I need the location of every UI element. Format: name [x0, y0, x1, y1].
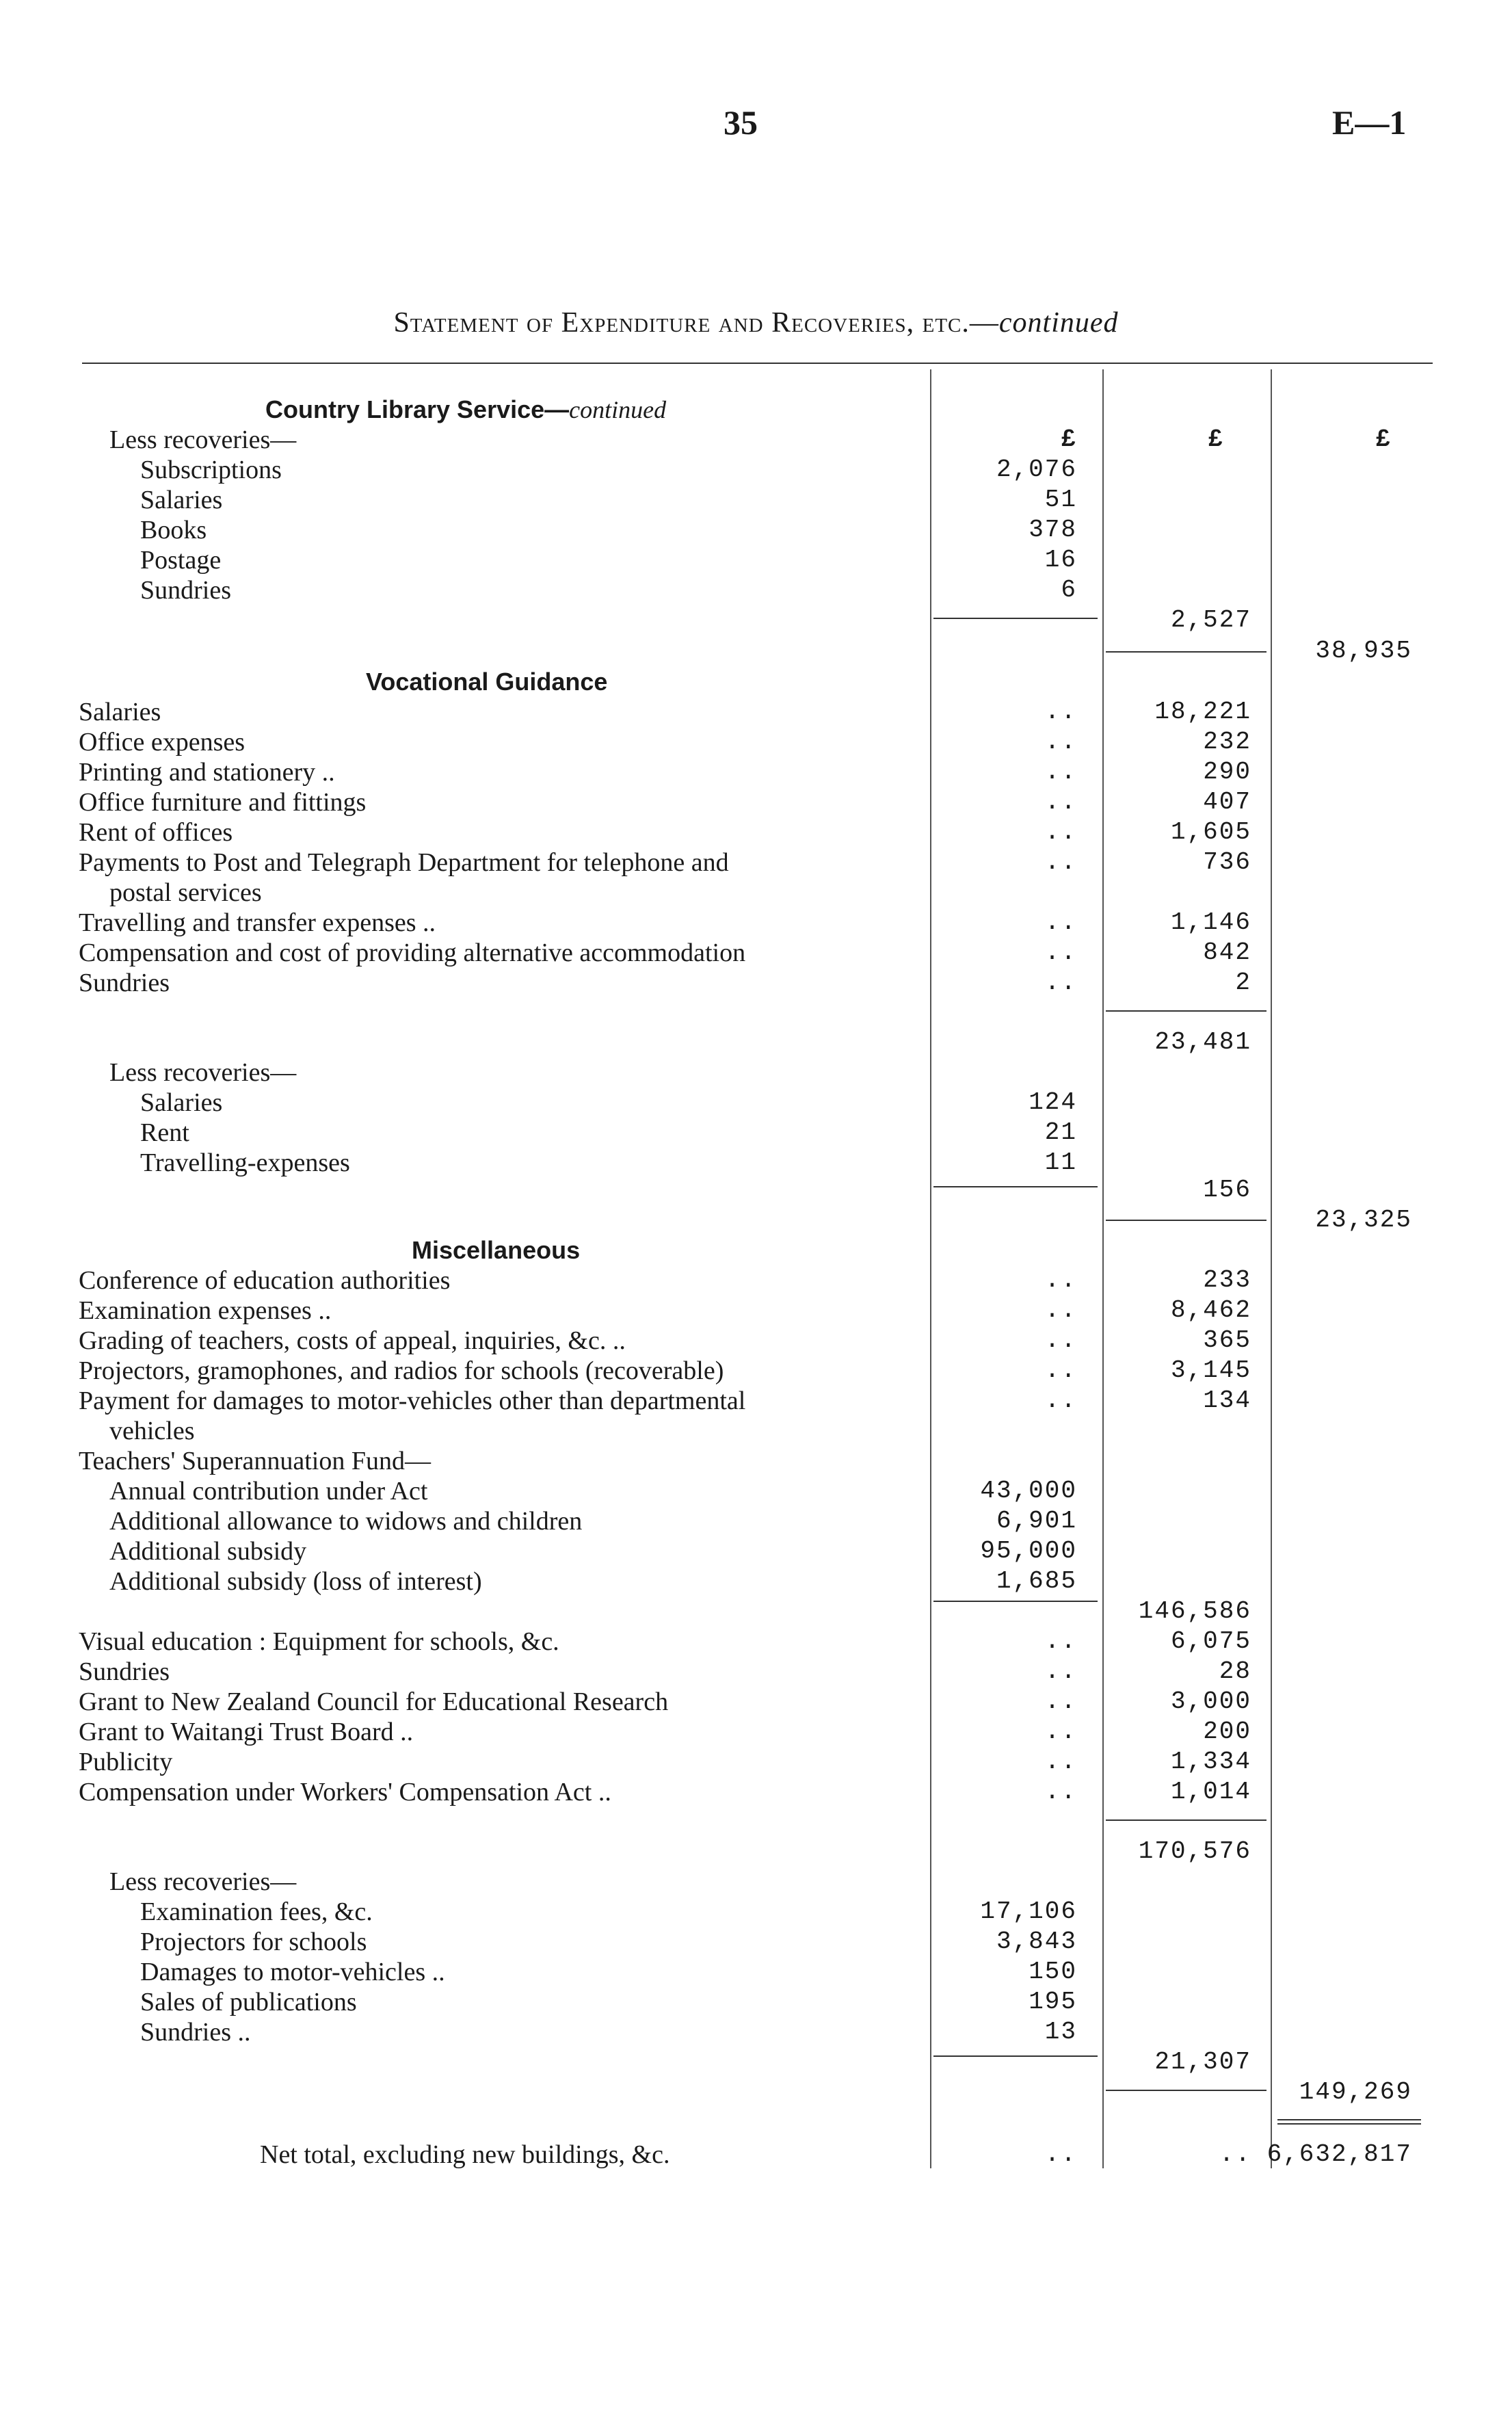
list-item — [0, 1326, 1512, 1356]
row-label: Examination expenses .. — [79, 1296, 332, 1325]
amount-cell: 18,221 — [1154, 698, 1251, 726]
amount-cell: .. — [1044, 1718, 1077, 1746]
row-label: Teachers' Superannuation Fund— — [79, 1447, 431, 1475]
row-label: Postage — [140, 546, 222, 575]
list-item — [0, 575, 1512, 605]
header-rule — [82, 363, 1433, 364]
amount-cell: 736 — [1203, 848, 1251, 876]
list-item — [0, 1536, 1512, 1566]
amount-cell: .. — [1044, 1326, 1077, 1354]
amount-cell: 1,605 — [1170, 818, 1251, 846]
amount-cell: 407 — [1203, 788, 1251, 816]
amount-cell: 232 — [1203, 728, 1251, 756]
list-item — [0, 1717, 1512, 1747]
row-label: Projectors, gramophones, and radios for schools (recoverable) — [79, 1356, 724, 1385]
row-label: Additional allowance to widows and children — [109, 1507, 583, 1536]
row-label: Less recoveries— — [109, 1058, 297, 1087]
amount-cell: 1,014 — [1170, 1778, 1251, 1806]
list-item — [0, 968, 1512, 998]
row-label: Salaries — [140, 486, 223, 514]
row-label: Additional subsidy — [109, 1537, 307, 1566]
misc-total: 170,576 — [1138, 1837, 1251, 1865]
net-total-value: 6,632,817 — [1266, 2140, 1412, 2168]
amount-cell: 95,000 — [980, 1537, 1077, 1565]
section-heading-misc — [0, 1235, 1512, 1265]
country-library-subtotal: 2,527 — [1170, 606, 1251, 634]
list-item — [0, 2017, 1512, 2047]
net-total-rule — [1277, 2123, 1421, 2125]
list-item — [0, 1296, 1512, 1326]
list-item-continuation — [0, 878, 1512, 908]
amount-cell: 233 — [1203, 1266, 1251, 1294]
list-item — [0, 545, 1512, 575]
amount-cell: 1,334 — [1170, 1748, 1251, 1776]
amount-cell: .. — [1044, 728, 1077, 756]
amount-cell: .. — [1044, 1266, 1077, 1294]
country-library-net: 38,935 — [1315, 637, 1412, 665]
net-row — [0, 636, 1512, 666]
amount-cell: 6,901 — [996, 1507, 1077, 1535]
amount-cell: .. — [1044, 848, 1077, 876]
amount-cell: .. — [1044, 969, 1077, 997]
list-item — [0, 515, 1512, 545]
amount-cell: .. — [1044, 1778, 1077, 1806]
row-label: Sundries .. — [140, 2018, 251, 2047]
list-item — [0, 787, 1512, 817]
row-label: Travelling and transfer expenses .. — [79, 908, 436, 937]
list-item — [0, 455, 1512, 485]
amount-cell: 51 — [1044, 486, 1077, 514]
amount-cell: .. — [1219, 2140, 1251, 2168]
amount-cell: .. — [1044, 1748, 1077, 1776]
row-label: Payments to Post and Telegraph Department for telephone and — [79, 848, 729, 877]
net-row — [0, 2077, 1512, 2107]
subtotal-row — [0, 1596, 1512, 1627]
list-item — [0, 485, 1512, 515]
row-label: Grant to New Zealand Council for Educational Research — [79, 1687, 669, 1716]
vocational-recoveries-total: 156 — [1203, 1176, 1251, 1204]
row-label: Printing and stationery .. — [79, 758, 335, 787]
amount-cell: 3,843 — [996, 1928, 1077, 1956]
amount-cell: 28 — [1219, 1657, 1251, 1685]
list-item — [0, 1088, 1512, 1118]
amount-cell: .. — [1044, 1356, 1077, 1384]
amount-cell: 1,146 — [1170, 908, 1251, 936]
row-label: Subscriptions — [140, 456, 282, 484]
list-item — [0, 1927, 1512, 1957]
list-item — [0, 757, 1512, 787]
total-rule — [1106, 1010, 1266, 1012]
currency-col1: £ — [1061, 425, 1077, 454]
amount-cell: 8,462 — [1170, 1296, 1251, 1324]
row-label: Vocational Guidance — [366, 668, 608, 696]
amount-cell: .. — [1044, 1627, 1077, 1655]
list-item — [0, 1386, 1512, 1416]
amount-cell: 195 — [1029, 1988, 1077, 2016]
currency-row — [0, 425, 1512, 455]
net-total-rule — [1277, 2119, 1421, 2120]
row-label: Sundries — [79, 969, 170, 997]
row-label: Projectors for schools — [140, 1928, 367, 1956]
row-label: Country Library Service—continued — [265, 395, 667, 423]
row-label: Rent of offices — [79, 818, 233, 847]
amount-cell: .. — [1044, 908, 1077, 936]
amount-cell: .. — [1044, 788, 1077, 816]
subtotal-row — [0, 2047, 1512, 2077]
row-label: Rent — [140, 1118, 189, 1147]
list-item — [0, 1476, 1512, 1506]
amount-cell: 3,000 — [1170, 1687, 1251, 1716]
list-item — [0, 697, 1512, 727]
amount-cell: 842 — [1203, 938, 1251, 967]
row-label: Salaries — [79, 698, 161, 726]
amount-cell: 150 — [1029, 1958, 1077, 1986]
row-label: Grant to Waitangi Trust Board .. — [79, 1718, 414, 1746]
superannuation-total: 146,586 — [1138, 1597, 1251, 1625]
list-item — [0, 1627, 1512, 1657]
row-label: Books — [140, 516, 207, 544]
row-label: Publicity — [79, 1748, 173, 1776]
row-label: Grading of teachers, costs of appeal, inquiries, &c. .. — [79, 1326, 626, 1355]
net-total-row — [0, 2140, 1512, 2170]
statement-title-continued: continued — [998, 307, 1119, 339]
amount-cell: 17,106 — [980, 1897, 1077, 1926]
amount-cell: .. — [1044, 698, 1077, 726]
row-label: Payment for damages to motor-vehicles other than departmental — [79, 1387, 746, 1415]
row-label: Sundries — [140, 576, 231, 605]
amount-cell: .. — [1044, 1296, 1077, 1324]
amount-cell: .. — [1044, 938, 1077, 967]
less-recoveries-row — [0, 1867, 1512, 1897]
amount-cell: 6 — [1061, 576, 1077, 604]
list-item — [0, 1265, 1512, 1296]
list-item — [0, 1777, 1512, 1807]
row-label: Less recoveries— — [109, 1867, 297, 1896]
amount-cell: 6,075 — [1170, 1627, 1251, 1655]
page-reference: E—1 — [1332, 103, 1407, 142]
list-item — [0, 1356, 1512, 1386]
row-label: Additional subsidy (loss of interest) — [109, 1567, 482, 1596]
less-recoveries-label: Less recoveries— — [109, 425, 297, 454]
row-label: Sales of publications — [140, 1988, 357, 2016]
list-item — [0, 1957, 1512, 1987]
subtotal-row — [0, 605, 1512, 635]
amount-cell: 3,145 — [1170, 1356, 1251, 1384]
list-item-continuation — [0, 1416, 1512, 1446]
vocational-total: 23,481 — [1154, 1028, 1251, 1056]
list-item — [0, 1987, 1512, 2017]
row-label: Sundries — [79, 1657, 170, 1686]
row-label: vehicles — [109, 1417, 195, 1445]
misc-net: 149,269 — [1299, 2078, 1412, 2106]
amount-cell: 16 — [1044, 546, 1077, 574]
amount-cell: 378 — [1029, 516, 1077, 544]
row-label: Compensation and cost of providing alternative accommodation — [79, 938, 746, 967]
net-row — [0, 1205, 1512, 1235]
amount-cell: 13 — [1044, 2018, 1077, 2046]
superannuation-heading — [0, 1446, 1512, 1476]
currency-col3: £ — [1375, 425, 1392, 454]
row-label: Miscellaneous — [412, 1236, 581, 1264]
amount-cell: 124 — [1029, 1088, 1077, 1116]
row-label: Office furniture and fittings — [79, 788, 367, 817]
less-recoveries-row — [0, 1057, 1512, 1088]
row-label: Visual education : Equipment for schools, &c. — [79, 1627, 559, 1656]
list-item — [0, 1897, 1512, 1927]
total-row — [0, 1837, 1512, 1867]
list-item — [0, 1747, 1512, 1777]
amount-cell: 365 — [1203, 1326, 1251, 1354]
amount-cell: .. — [1044, 758, 1077, 786]
row-label: Compensation under Workers' Compensation Act .. — [79, 1778, 611, 1806]
amount-cell: .. — [1044, 818, 1077, 846]
section-heading-vocational — [0, 667, 1512, 697]
subtotal-row — [0, 1175, 1512, 1205]
amount-cell: .. — [1044, 1687, 1077, 1716]
row-label: postal services — [109, 878, 262, 907]
list-item — [0, 817, 1512, 847]
amount-cell: 2,076 — [996, 456, 1077, 484]
list-item — [0, 1118, 1512, 1148]
amount-cell: 134 — [1203, 1387, 1251, 1415]
total-rule — [1106, 1819, 1266, 1821]
row-label: Office expenses — [79, 728, 246, 757]
amount-cell: 11 — [1044, 1148, 1077, 1177]
row-label: Salaries — [140, 1088, 223, 1117]
row-label: Damages to motor-vehicles .. — [140, 1958, 445, 1986]
amount-cell: 290 — [1203, 758, 1251, 786]
amount-cell: 43,000 — [980, 1477, 1077, 1505]
amount-cell: 21 — [1044, 1118, 1077, 1146]
list-item — [0, 1657, 1512, 1687]
amount-cell: 200 — [1203, 1718, 1251, 1746]
list-item — [0, 727, 1512, 757]
amount-cell: 2 — [1235, 969, 1251, 997]
total-row — [0, 1027, 1512, 1057]
list-item — [0, 1566, 1512, 1596]
statement-title-main: Statement of Expenditure and Recoveries, etc.— — [393, 307, 999, 339]
row-label: Travelling-expenses — [140, 1148, 350, 1177]
list-item — [0, 938, 1512, 968]
statement-title — [0, 306, 1512, 339]
list-item — [0, 847, 1512, 878]
row-label: Examination fees, &c. — [140, 1897, 373, 1926]
section-heading-country-library — [0, 395, 1512, 425]
row-label: Conference of education authorities — [79, 1266, 451, 1295]
list-item — [0, 1148, 1512, 1178]
misc-recoveries-total: 21,307 — [1154, 2048, 1251, 2076]
currency-col2: £ — [1208, 425, 1224, 454]
row-label: Annual contribution under Act — [109, 1477, 428, 1506]
list-item — [0, 1506, 1512, 1536]
amount-cell: .. — [1044, 1387, 1077, 1415]
list-item — [0, 1687, 1512, 1717]
list-item — [0, 908, 1512, 938]
vocational-net: 23,325 — [1315, 1206, 1412, 1234]
amount-cell: .. — [1044, 1657, 1077, 1685]
net-total-label: Net total, excluding new buildings, &c. — [260, 2140, 670, 2169]
amount-cell: 1,685 — [996, 1567, 1077, 1595]
amount-cell: .. — [1044, 2140, 1077, 2168]
page-number: 35 — [724, 103, 758, 142]
